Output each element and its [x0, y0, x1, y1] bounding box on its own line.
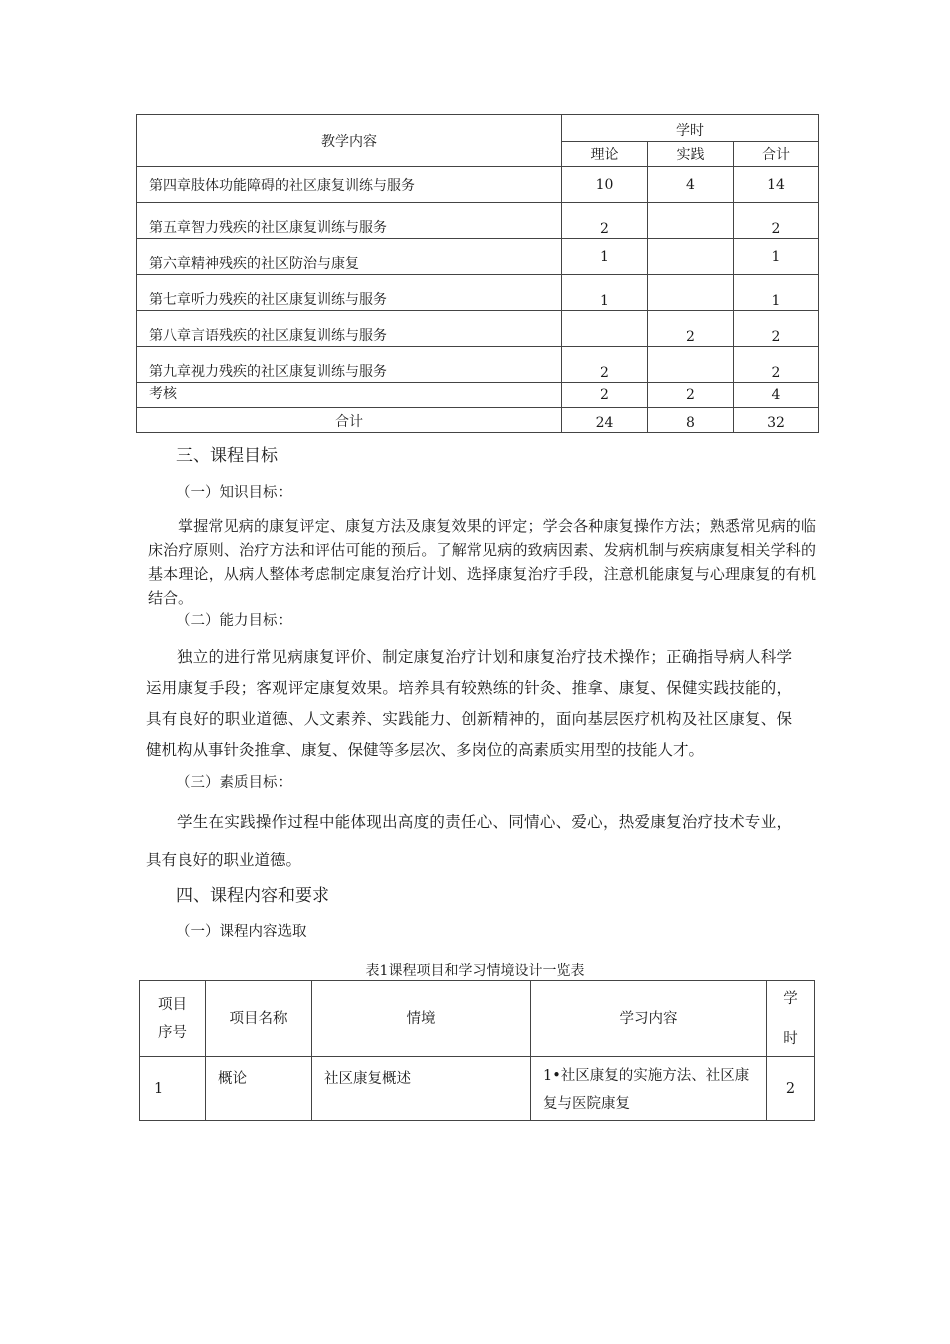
- row-theory: [562, 311, 648, 347]
- table-row: [137, 311, 819, 347]
- knowledge-title: （一）知识目标：: [176, 485, 292, 501]
- header-hours: 学 时: [767, 981, 815, 1057]
- header-total: 合计: [734, 142, 819, 167]
- row-practice: [648, 203, 734, 239]
- sum-total: 32: [734, 408, 819, 433]
- row-content: 第四章肢体功能障碍的社区康复训练与服务: [137, 167, 562, 203]
- row-total: 14: [734, 167, 819, 203]
- quality-title: （三）素质目标：: [176, 775, 292, 791]
- row-total: 2: [734, 347, 819, 383]
- row-total: 2: [734, 203, 819, 239]
- row-hours: 2: [767, 1057, 815, 1121]
- table-row: [137, 239, 819, 275]
- section4-sub1: （一）课程内容选取: [176, 924, 307, 940]
- row-content: 第八章言语残疾的社区康复训练与服务: [137, 311, 562, 347]
- row-practice: 2: [648, 383, 734, 408]
- row-practice: [648, 275, 734, 311]
- project-table: [139, 980, 815, 1121]
- header-content: 教学内容: [137, 115, 562, 167]
- header-practice: 实践: [648, 142, 734, 167]
- table-row: [137, 347, 819, 383]
- row-theory: 1: [562, 239, 648, 275]
- row-theory: 2: [562, 383, 648, 408]
- row-practice: 2: [648, 311, 734, 347]
- quality-text: 学生在实践操作过程中能体现出高度的责任心、同情心、爱心，热爱康复治疗技术专业，具有良好的职业道德。: [146, 813, 792, 869]
- row-total: 2: [734, 311, 819, 347]
- table-caption: 表1课程项目和学习情境设计一览表: [365, 963, 585, 979]
- row-no: 1: [140, 1057, 206, 1121]
- header-project-name: 项目名称: [206, 981, 312, 1057]
- row-content: 第七章听力残疾的社区康复训练与服务: [137, 275, 562, 311]
- hours-table: [136, 114, 819, 433]
- row-content: 第五章智力残疾的社区康复训练与服务: [137, 203, 562, 239]
- row-content: 考核: [137, 383, 562, 408]
- row-theory: 2: [562, 203, 648, 239]
- row-situation: 社区康复概述: [312, 1057, 531, 1121]
- row-practice: 4: [648, 167, 734, 203]
- sum-row: [137, 408, 819, 433]
- header-theory: 理论: [562, 142, 648, 167]
- table-row: [137, 167, 819, 203]
- row-practice: [648, 347, 734, 383]
- row-total: 1: [734, 239, 819, 275]
- row-theory: 1: [562, 275, 648, 311]
- table-row: [140, 1057, 815, 1121]
- section3-title: 三、课程目标: [176, 446, 278, 466]
- ability-title: （二）能力目标：: [176, 613, 292, 629]
- header-project-no: 项目 序号: [140, 981, 206, 1057]
- table-row: [137, 275, 819, 311]
- table-row: [137, 203, 819, 239]
- row-practice: [648, 239, 734, 275]
- table-row: [137, 383, 819, 408]
- section4-title: 四、课程内容和要求: [176, 886, 329, 906]
- sum-practice: 8: [648, 408, 734, 433]
- sum-theory: 24: [562, 408, 648, 433]
- row-total: 1: [734, 275, 819, 311]
- row-theory: 2: [562, 347, 648, 383]
- sum-label: 合计: [137, 408, 562, 433]
- row-name: 概论: [206, 1057, 312, 1121]
- row-theory: 10: [562, 167, 648, 203]
- ability-text: 独立的进行常见病康复评价、制定康复治疗计划和康复治疗技术操作；正确指导病人科学运用康复手段；客观评定康复效果。培养具有较熟练的针灸、推拿、康复、保健实践技能的，具有良好的职业道德、人文素养、实践能力、创新精神的，面向基层医疗机构及社区康复、保健机构从事针灸推拿、康复、保健等多层次、多岗位的高素质实用型的技能人才。: [146, 648, 792, 759]
- header-learning-content: 学习内容: [531, 981, 767, 1057]
- row-total: 4: [734, 383, 819, 408]
- row-content: 第六章精神残疾的社区防治与康复: [137, 239, 562, 275]
- knowledge-text: 掌握常见病的康复评定、康复方法及康复效果的评定；学会各种康复操作方法；熟悉常见病的临床治疗原则、治疗方法和评估可能的预后。了解常见病的致病因素、发病机制与疾病康复相关学科的基本理论，从病人整体考虑制定康复治疗计划、选择康复治疗手段，注意机能康复与心理康复的有机结合。: [148, 517, 816, 607]
- row-content: 第九章视力残疾的社区康复训练与服务: [137, 347, 562, 383]
- header-hours: 学时: [562, 115, 819, 142]
- row-learning-content: 1•社区康复的实施方法、社区康复与医院康复: [531, 1057, 767, 1121]
- header-situation: 情境: [312, 981, 531, 1057]
